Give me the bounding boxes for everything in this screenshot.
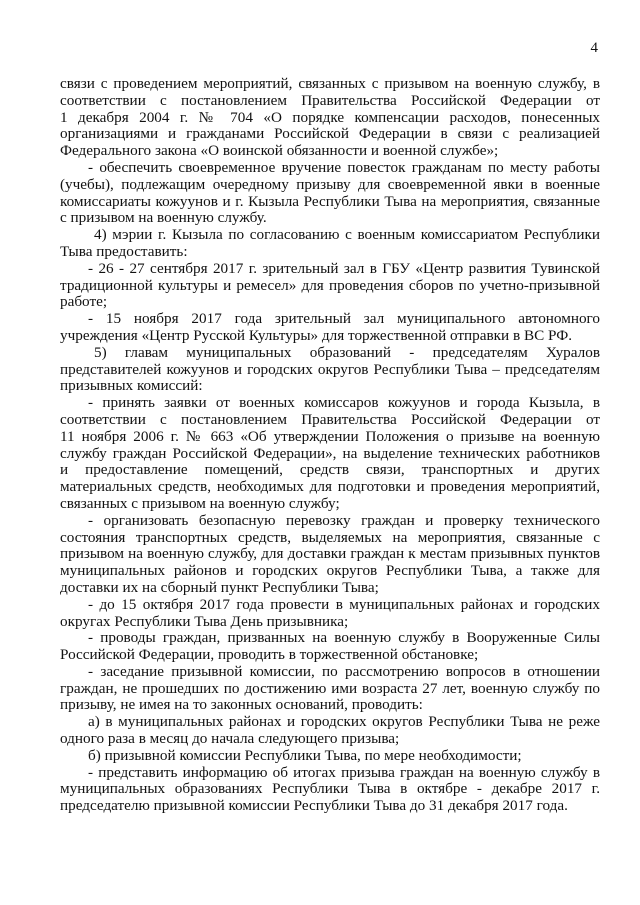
text-line: округах Республики Тыва День призывника; bbox=[60, 612, 349, 630]
text-line: состояния транспортных средств, выделяемых на мероприятия, связанные с bbox=[60, 528, 600, 546]
text-line: Российской Федерации, проводить в торжественной обстановке; bbox=[60, 646, 479, 664]
text-line: 1 декабря 2004 г. № 704 «О порядке компенсации расходов, понесенных bbox=[60, 108, 600, 126]
text-line: - 15 ноября 2017 года зрительный зал муниципального автономного bbox=[88, 310, 600, 328]
text-line: и предоставление помещений, средств связи, транспортных и других bbox=[60, 461, 600, 479]
text-line: работе; bbox=[60, 293, 108, 311]
text-line: - представить информацию об итогах призыва граждан на военную службу в bbox=[88, 763, 600, 781]
text-line: комиссариаты кожуунов и г. Кызыла Республики Тыва на мероприятия, связанные bbox=[60, 192, 600, 210]
text-line: - заседание призывной комиссии, по рассмотрению вопросов в отношении bbox=[88, 662, 600, 680]
text-line: 4) мэрии г. Кызыла по согласованию с военным комиссариатом Республики bbox=[94, 226, 600, 244]
text-line: призывных комиссий: bbox=[60, 377, 203, 395]
text-line: с призывом на военную службу. bbox=[60, 209, 267, 227]
text-line: - организовать безопасную перевозку граждан и проверку технического bbox=[88, 511, 600, 529]
text-line: а) в муниципальных районах и городских округов Республики Тыва не реже bbox=[88, 713, 600, 731]
text-line: организациями и гражданами Российской Федерации в связи с реализацией bbox=[60, 125, 600, 143]
text-line: соответствии с постановлением Правительства Российской Федерации от bbox=[60, 91, 600, 109]
text-line: Федерального закона «О воинской обязанности и военной службе»; bbox=[60, 142, 499, 160]
text-line: Тыва предоставить: bbox=[60, 242, 188, 260]
text-line: призыву, не имея на то законных оснований, проводить: bbox=[60, 696, 423, 714]
text-line: (учебы), подлежащим очередному призыву для своевременной явки в военные bbox=[60, 175, 600, 193]
text-line: 5) главам муниципальных образований - председателям Хуралов bbox=[94, 343, 600, 361]
text-line: - принять заявки от военных комиссаров кожуунов и города Кызыла, в bbox=[88, 394, 600, 412]
text-line: материальных средств, необходимых для подготовки и проведения мероприятий, bbox=[60, 478, 600, 496]
text-line: муниципальных образованиях Республики Тыва в октябре - декабре 2017 г. bbox=[60, 780, 600, 798]
document-body bbox=[60, 76, 600, 815]
text-line: граждан, не прошедших по достижению ими возраста 27 лет, военную службу по bbox=[60, 679, 600, 697]
text-line: доставки их на сборный пункт Республики Тыва; bbox=[60, 578, 379, 596]
text-line: - до 15 октября 2017 года провести в муниципальных районах и городских bbox=[88, 595, 600, 613]
text-line: - 26 - 27 сентября 2017 г. зрительный зал в ГБУ «Центр развития Тувинской bbox=[88, 259, 600, 277]
text-line: связанных с призывом на военную службу; bbox=[60, 494, 340, 512]
text-line: призывом на военную службу, для доставки граждан к местам призывных пунктов bbox=[60, 545, 600, 563]
page-number: 4 bbox=[590, 40, 598, 56]
text-line: соответствии с постановлением Правительства Российской Федерации от bbox=[60, 410, 600, 428]
text-line: муниципальных районов и городских округов Республики Тыва, а также для bbox=[60, 562, 600, 580]
text-line: одного раза в месяц до начала следующего призыва; bbox=[60, 730, 400, 748]
text-line: - проводы граждан, призванных на военную службу в Вооруженные Силы bbox=[88, 629, 600, 647]
text-line: б) призывной комиссии Республики Тыва, по мере необходимости; bbox=[88, 746, 522, 764]
text-line: 11 ноября 2006 г. № 663 «Об утверждении Положения о призыве на военную bbox=[60, 427, 600, 445]
text-line: службу граждан Российской Федерации», на выделение технических работников bbox=[60, 444, 600, 462]
text-line: учреждения «Центр Русской Культуры» для торжественной отправки в ВС РФ. bbox=[60, 326, 572, 344]
text-line: - обеспечить своевременное вручение повесток гражданам по месту работы bbox=[88, 158, 600, 176]
text-line: представителей кожуунов и городских округов Республики Тыва – председателям bbox=[60, 360, 600, 378]
text-line: председателю призывной комиссии Республики Тыва до 31 декабря 2017 года. bbox=[60, 797, 568, 815]
text-line: традиционной культуры и ремесел» для проведения сборов по учетно-призывной bbox=[60, 276, 600, 294]
text-line: связи с проведением мероприятий, связанных с призывом на военную службу, в bbox=[60, 75, 600, 92]
